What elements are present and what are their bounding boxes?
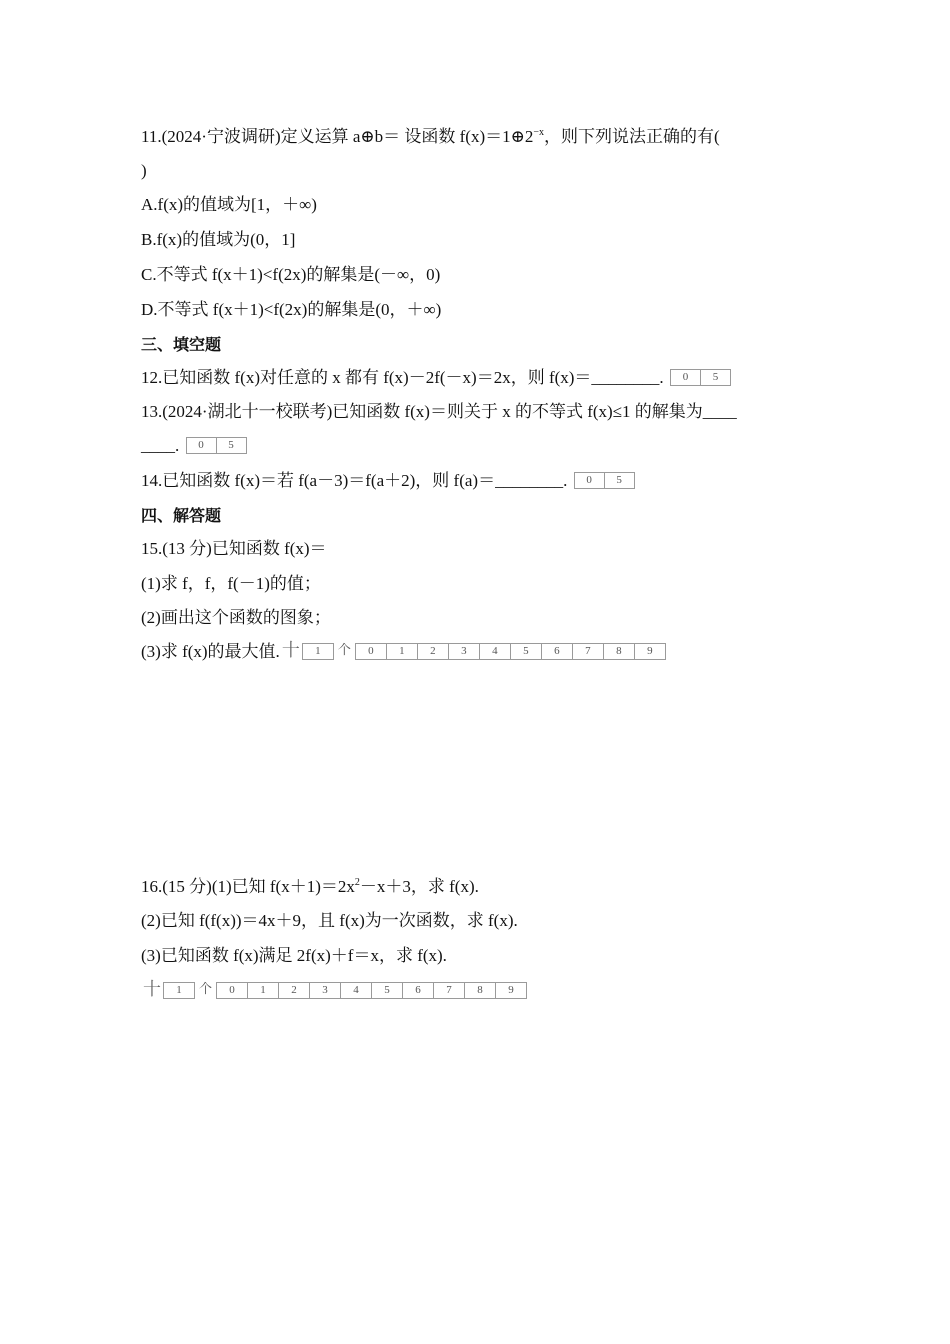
q12 <box>141 367 731 389</box>
digit-cell[interactable]: 3 <box>310 982 341 999</box>
q11-option-a: A.f(x)的值域为[1，＋∞) <box>141 195 317 214</box>
q15: 15.(13 分)已知函数 f(x)＝ <box>141 539 327 558</box>
digit-cell[interactable]: 9 <box>635 643 666 660</box>
q11-text: 11.(2024·宁波调研)定义运算 a⊕b＝ 设函数 f(x)＝1⊕2 <box>141 127 534 146</box>
q11-option-c: C.不等式 f(x＋1)<f(2x)的解集是(－∞，0) <box>141 265 441 284</box>
q11-stem <box>141 126 720 151</box>
units-label: 个 <box>337 643 351 659</box>
q12-text: 12.已知函数 f(x)对任意的 x 都有 f(x)－2f(－x)＝2x，则 f(x)＝________. <box>141 368 664 387</box>
q15-score-row <box>280 640 666 662</box>
digit-cell[interactable]: 4 <box>480 643 511 660</box>
q16-superscript: 2 <box>354 877 360 888</box>
q13-cont <box>141 435 247 457</box>
q11-superscript: −x <box>533 127 545 138</box>
digit-cell[interactable]: 0 <box>216 982 248 999</box>
q13-score-box[interactable] <box>186 437 247 454</box>
q13-blank: ____. <box>141 436 180 455</box>
digit-cell[interactable]: 1 <box>248 982 279 999</box>
q11-tail: ，则下列说法正确的有( <box>544 127 720 146</box>
section-fill-in: 三、填空题 <box>141 335 222 354</box>
digit-cell[interactable]: 1 <box>387 643 418 660</box>
q14 <box>141 470 635 492</box>
q16-part2: (2)已知 f(f(x))＝4x＋9，且 f(x)为一次函数，求 f(x). <box>141 911 518 930</box>
tens-label: 十 <box>281 640 300 662</box>
digit-cells <box>355 643 666 660</box>
units-label: 个 <box>199 982 213 998</box>
digit-cell[interactable]: 5 <box>372 982 403 999</box>
q11-option-b: B.f(x)的值域为(0，1] <box>141 230 296 249</box>
digit-cell[interactable]: 4 <box>341 982 372 999</box>
digit-cell[interactable]: 2 <box>418 643 449 660</box>
digit-cell[interactable]: 9 <box>496 982 527 999</box>
digit-cell[interactable]: 3 <box>449 643 480 660</box>
q12-score-box[interactable] <box>670 369 731 386</box>
score-cell[interactable]: 0 <box>670 369 701 386</box>
q11-stem-close: ) <box>141 161 147 180</box>
digit-cell[interactable]: 2 <box>279 982 310 999</box>
q15-part2: (2)画出这个函数的图象； <box>141 608 331 627</box>
q11-option-d: D.不等式 f(x＋1)<f(2x)的解集是(0，＋∞) <box>141 300 442 319</box>
digit-cell[interactable]: 8 <box>465 982 496 999</box>
digit-cell[interactable]: 6 <box>542 643 573 660</box>
q16-scorer <box>141 979 527 1001</box>
digit-cell[interactable]: 6 <box>403 982 434 999</box>
q13: 13.(2024·湖北十一校联考)已知函数 f(x)＝则关于 x 的不等式 f(x)≤1 的解集为____ <box>141 402 737 421</box>
score-cell[interactable]: 5 <box>605 472 635 489</box>
q16-part1-tail: －x＋3，求 f(x). <box>359 877 479 896</box>
q16-part1-text: 16.(15 分)(1)已知 f(x＋1)＝2x <box>141 877 355 896</box>
tens-box[interactable]: 1 <box>163 982 195 999</box>
section-answer: 四、解答题 <box>141 506 222 525</box>
score-cell[interactable]: 5 <box>217 437 247 454</box>
digit-cell[interactable]: 7 <box>434 982 465 999</box>
tens-label: 十 <box>143 979 161 1001</box>
q14-text: 14.已知函数 f(x)＝若 f(a－3)＝f(a＋2)，则 f(a)＝________. <box>141 471 568 490</box>
q15-part3-text: (3)求 f(x)的最大值. <box>141 642 280 661</box>
score-cell[interactable]: 0 <box>186 437 217 454</box>
digit-cell[interactable]: 5 <box>511 643 542 660</box>
q16-part3: (3)已知函数 f(x)满足 2f(x)＋f＝x，求 f(x). <box>141 946 447 965</box>
q15-part3 <box>141 641 666 664</box>
digit-cell[interactable]: 0 <box>355 643 387 660</box>
score-cell[interactable]: 5 <box>701 369 731 386</box>
digit-cell[interactable]: 7 <box>573 643 604 660</box>
digit-cell[interactable]: 8 <box>604 643 635 660</box>
q15-part1: (1)求 f，f，f(－1)的值； <box>141 574 321 593</box>
score-cell[interactable]: 0 <box>574 472 605 489</box>
q14-score-box[interactable] <box>574 472 635 489</box>
tens-box[interactable]: 1 <box>302 643 334 660</box>
q16-part1 <box>141 876 479 901</box>
digit-cells <box>216 982 527 999</box>
q16-score-row <box>141 980 527 1003</box>
